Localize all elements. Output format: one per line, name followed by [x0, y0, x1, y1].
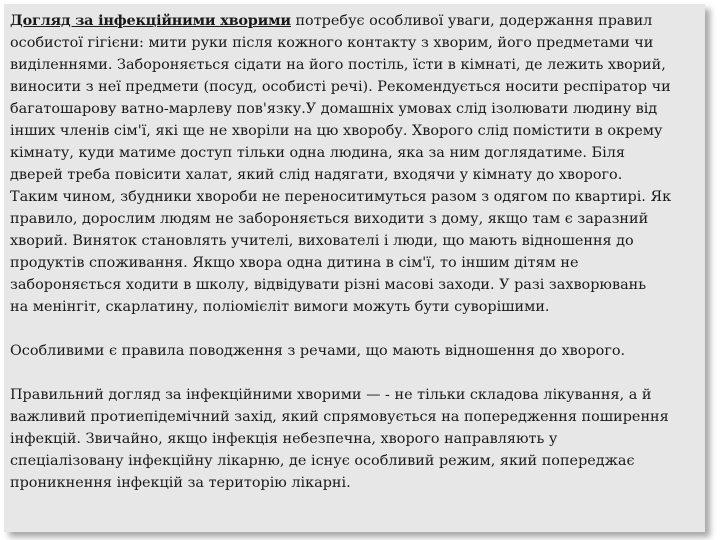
text-line — [10, 10, 700, 32]
text-panel — [4, 4, 705, 532]
text-line: інших членів сім'ї, які ще не хворіли на цю хворобу. Хворого слід помістити в окрему — [10, 123, 663, 139]
text-line: Особливими є правила поводження з речами, що мають відношення до хворого. — [10, 343, 626, 359]
paragraph-3 — [10, 384, 700, 494]
text-line: спеціалізовану інфекційну лікарню, де існує особливий режим, який попереджає — [10, 453, 635, 469]
text-line: забороняється ходити в школу, відвідувати різні масові заходи. У разі захворювань — [10, 277, 647, 293]
text-line: виділеннями. Забороняється сідати на його постіль, їсти в кімнаті, де лежить хворий, — [10, 57, 666, 73]
paragraph-1 — [10, 10, 700, 318]
text-line: Таким чином, збудники хвороби не переноситимуться разом з одягом по квартирі. Як — [10, 189, 672, 205]
text-line: проникнення інфекцій за територію лікарні. — [10, 475, 351, 491]
text-line: багатошарову ватно-марлеву пов'язку.У домашніх умовах слід ізолювати людину від — [10, 101, 658, 117]
text-line: інфекцій. Звичайно, якщо інфекція небезпечна, хворого направляють у — [10, 431, 558, 447]
text-line: особистої гігієни: мити руки після кожного контакту з хворим, його предметами чи — [10, 35, 654, 51]
paragraph-gap — [10, 318, 700, 340]
text-line: правило, дорослим людям не забороняється виходити з дому, якщо там є заразний — [10, 211, 649, 227]
text-line: кімнату, куди матиме доступ тільки одна людина, яка за ним доглядатиме. Біля — [10, 145, 625, 161]
text-line: дверей треба повісити халат, який слід надягати, входячи у кімнату до хворого. — [10, 167, 623, 183]
text-line: Правильний догляд за інфекційними хворими — - не тільки складова лікування, а й — [10, 387, 652, 403]
text-line: на менінгіт, скарлатину, поліомієліт вимоги можуть бути суворішими. — [10, 299, 550, 315]
lead-heading: Догляд за інфекційними хворими — [10, 12, 291, 29]
document-body — [10, 10, 700, 494]
text-line: виносити з неї предмети (посуд, особисті речі). Рекомендується носити респіратор чи — [10, 79, 671, 95]
text-line: важливий протиепідемічний захід, який спрямовується на попередження поширення — [10, 409, 669, 425]
text-line: продуктів споживання. Якщо хвора одна дитина в сім'ї, то іншим дітям не — [10, 255, 579, 271]
text-line: хворий. Виняток становлять учителі, вихователі і люди, що мають відношення до — [10, 233, 634, 249]
paragraph-gap — [10, 362, 700, 384]
text-line-segment: потребує особливої уваги, додержання правил — [290, 13, 653, 29]
paragraph-2 — [10, 340, 700, 362]
